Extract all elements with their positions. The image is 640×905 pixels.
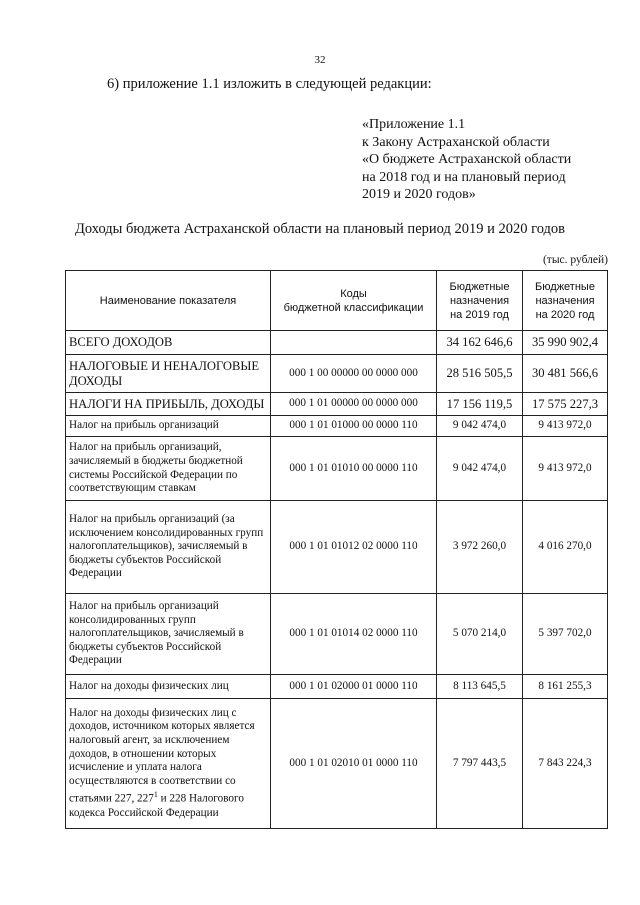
page-number: 32 [314,54,326,66]
header-2020-line: на 2020 год [535,308,595,321]
row-name: НАЛОГОВЫЕ И НЕНАЛОГОВЫЕ ДОХОДЫ [66,355,271,393]
row-name: ВСЕГО ДОХОДОВ [66,331,271,355]
header-2019 [437,271,523,331]
table-row [66,699,608,829]
header-code-line: Коды [340,287,367,300]
row-value-2019: 8 113 645,5 [437,675,523,699]
row-name: Налог на доходы физических лиц [66,675,271,699]
row-code [271,331,437,355]
row-code: 000 1 01 01012 02 0000 110 [271,501,437,594]
row-name [66,699,271,829]
row-code: 000 1 00 00000 00 0000 000 [271,355,437,393]
row-name-part: Налог на доходы физических лиц с доходов, источником которых является налоговый агент, за исключением доходов, в отношении которых исчисление и уплата налога осуществляются в соответствии со статьями 227, 227 [69,706,255,806]
row-value-2020: 7 843 224,3 [523,699,608,829]
row-name: Налог на прибыль организаций [66,416,271,437]
table-row [66,594,608,675]
row-value-2020: 17 575 227,3 [523,393,608,416]
units-label: (тыс. рублей) [542,254,608,266]
row-code: 000 1 01 01014 02 0000 110 [271,594,437,675]
annex-line: на 2018 год и на плановый период [362,169,566,185]
row-value-2019: 28 516 505,5 [437,355,523,393]
row-value-2020: 35 990 902,4 [523,331,608,355]
header-2019-line: назначения [449,294,510,307]
row-value-2020: 8 161 255,3 [523,675,608,699]
row-name: НАЛОГИ НА ПРИБЫЛЬ, ДОХОДЫ [66,393,271,416]
row-name: Налог на прибыль организаций консолидированных групп налогоплательщиков, зачисляемый в бюджеты субъектов Российской Федерации [66,594,271,675]
row-value-2019: 7 797 443,5 [437,699,523,829]
row-name-superscript: 1 [153,790,158,800]
row-value-2020: 5 397 702,0 [523,594,608,675]
row-code: 000 1 01 01000 00 0000 110 [271,416,437,437]
annex-line: 2019 и 2020 годов» [362,187,476,202]
row-name-part: и 228 Налогового кодекса Российской Федерации [69,793,244,819]
table-row [66,331,608,355]
header-2020 [523,271,608,331]
row-value-2019: 9 042 474,0 [437,416,523,437]
table-row [66,355,608,393]
row-value-2020: 9 413 972,0 [523,416,608,437]
annex-line: «О бюджете Астраханской области [362,152,572,167]
header-2019-line: Бюджетные [449,280,510,293]
row-value-2019: 5 070 214,0 [437,594,523,675]
row-value-2020: 30 481 566,6 [523,355,608,393]
table-row [66,437,608,501]
row-value-2020: 4 016 270,0 [523,501,608,594]
row-name: Налог на прибыль организаций, зачисляемый в бюджеты бюджетной системы Российской Федерации по соответствующим ставкам [66,437,271,501]
annex-header [362,116,571,204]
row-code: 000 1 01 02010 01 0000 110 [271,699,437,829]
row-code: 000 1 01 00000 00 0000 000 [271,393,437,416]
table-row [66,501,608,594]
row-code: 000 1 01 02000 01 0000 110 [271,675,437,699]
table-header-row [66,271,608,331]
header-2020-line: Бюджетные [535,280,595,293]
header-code-line: бюджетной классификации [283,301,424,314]
row-value-2019: 3 972 260,0 [437,501,523,594]
row-value-2020: 9 413 972,0 [523,437,608,501]
row-code: 000 1 01 01010 00 0000 110 [271,437,437,501]
row-value-2019: 9 042 474,0 [437,437,523,501]
table-row [66,393,608,416]
row-value-2019: 17 156 119,5 [437,393,523,416]
table-title: Доходы бюджета Астраханской области на плановый период 2019 и 2020 годов [74,221,566,237]
header-2019-line: на 2019 год [450,308,509,321]
row-name: Налог на прибыль организаций (за исключением консолидированных групп налогоплательщиков), зачисляемый в бюджеты субъектов Российской Федерации [66,501,271,594]
table-row [66,416,608,437]
annex-line: «Приложение 1.1 [362,117,466,132]
header-2020-line: назначения [535,294,595,307]
row-value-2019: 34 162 646,6 [437,331,523,355]
table-row [66,675,608,699]
annex-line: к Закону Астраханской области [362,134,550,150]
header-code [271,271,437,331]
revenue-table [65,270,608,829]
header-name: Наименование показателя [66,271,271,331]
intro-text: 6) приложение 1.1 изложить в следующей редакции: [107,76,432,92]
